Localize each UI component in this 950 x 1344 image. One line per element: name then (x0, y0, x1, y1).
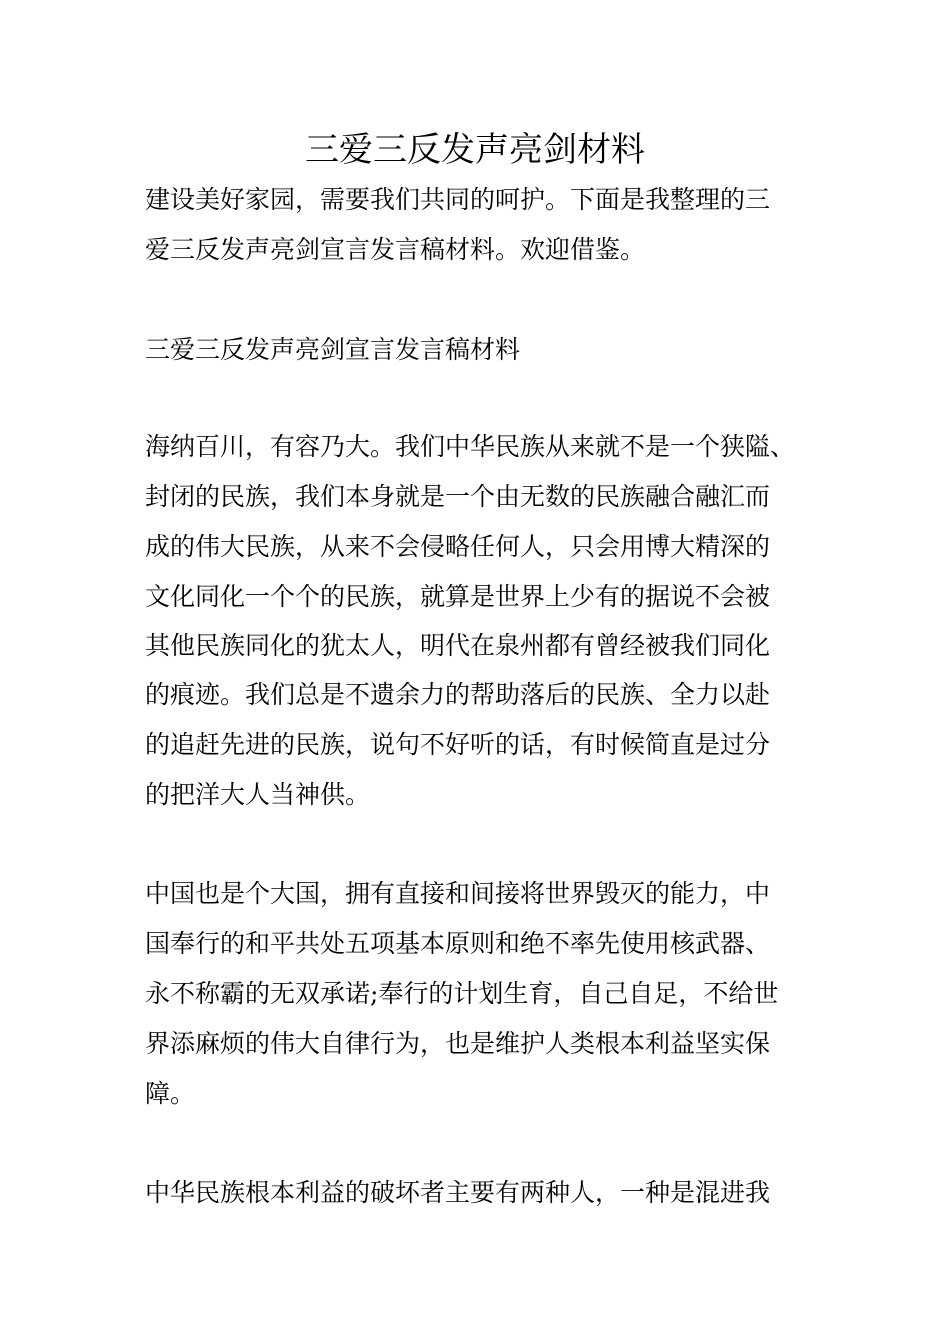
text-line: 的痕迹。我们总是不遗余力的帮助落后的民族、全力以赴 (145, 680, 771, 709)
text-line: 海纳百川，有容乃大。我们中华民族从来就不是一个狭隘、 (145, 432, 796, 461)
text-line: 爱三反发声亮剑宣言发言稿材料。欢迎借鉴。 (145, 235, 646, 264)
text-line: 中国也是个大国，拥有直接和间接将世界毁灭的能力，中 (145, 879, 771, 908)
text-line: 永不称霸的无双承诺;奉行的计划生育，自己自足，不给世 (145, 979, 779, 1008)
text-line: 成的伟大民族，从来不会侵略任何人，只会用博大精深的 (145, 532, 771, 561)
text-line: 障。 (145, 1079, 196, 1108)
text-line: 的把洋大人当神供。 (145, 780, 371, 809)
text-line: 其他民族同化的犹太人，明代在泉州都有曾经被我们同化 (145, 631, 771, 660)
text-line: 界添麻烦的伟大自律行为，也是维护人类根本利益坚实保 (145, 1029, 771, 1058)
document-title: 三爱三反发声亮剑材料 (305, 130, 645, 170)
text-line: 的追赶先进的民族，说句不好听的话，有时候简直是过分 (145, 730, 771, 759)
text-line: 文化同化一个个的民族，就算是世界上少有的据说不会被 (145, 582, 771, 611)
text-line: 中华民族根本利益的破坏者主要有两种人，一种是混进我 (145, 1178, 771, 1207)
text-line: 建设美好家园，需要我们共同的呵护。下面是我整理的三 (145, 185, 771, 214)
text-line: 三爱三反发声亮剑宣言发言稿材料 (145, 335, 521, 364)
text-line: 国奉行的和平共处五项基本原则和绝不率先使用核武器、 (145, 929, 771, 958)
text-line: 封闭的民族，我们本身就是一个由无数的民族融合融汇而 (145, 482, 771, 511)
